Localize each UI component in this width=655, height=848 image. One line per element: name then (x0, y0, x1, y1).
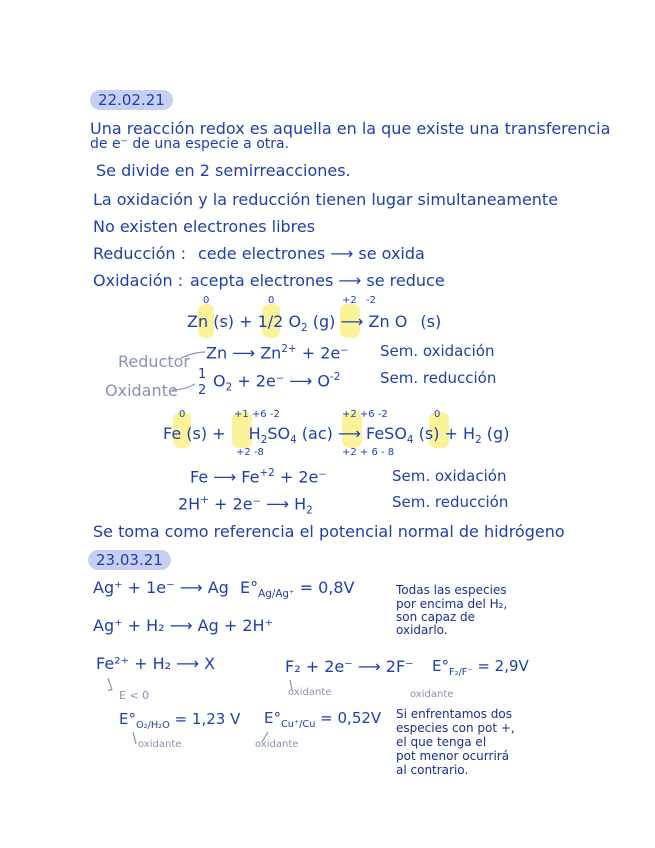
fe-ox-bottom-right: +2 + 6 - 8 (342, 447, 395, 458)
reduction-definition: cede electrones ⟶ se oxida (198, 244, 425, 263)
fe-oxidation-half: Fe ⟶ $Fe^{+2} + 2e^-$ (190, 467, 327, 487)
o2-potential: $E^\circ_{O_2/H_2O} = 1,23$ V (119, 710, 241, 731)
ag-note-line-1: Todas las especies (396, 583, 507, 597)
definition-line-1: Una reacción redox es aquella en la que existe una transferencia (90, 119, 611, 138)
o2-oxidante-note: oxidante (138, 739, 182, 750)
ag-h2-equation: Ag⁺ + H₂ ⟶ Ag + 2H⁺ (93, 616, 274, 635)
fe-ox-bottom-left: +2 -8 (236, 447, 264, 458)
bottom-note-line-1: Si enfrentamos dos (396, 707, 513, 721)
half-fraction-den: 2 (198, 383, 207, 398)
date-badge-2: 23.03.21 (88, 550, 171, 570)
zn-reduction-half-name: Sem. reducción (380, 369, 497, 387)
ox-number-zno-zn: +2 (342, 295, 357, 306)
ox-number-o2: 0 (268, 295, 275, 306)
oxidation-label: Oxidación : (93, 271, 184, 290)
ag-note-line-2: por encima del H₂, (396, 597, 508, 611)
zn-oxidation-half: Zn ⟶ $Zn^{2+} + 2e^-$ (206, 343, 349, 363)
date-badge: 22.02.21 (90, 90, 173, 110)
half-fraction-num: 1 (198, 367, 207, 382)
oxidante-arrow (172, 384, 195, 390)
reference-line: Se toma como referencia el potencial normal de hidrógeno (93, 522, 565, 541)
divide-line: Se divide en 2 semirreacciones. (96, 161, 351, 180)
fe-oxidation-half-name: Sem. oxidación (392, 467, 507, 485)
cu-potential: $E^\circ_{Cu^+/Cu} = 0,52V$ (264, 709, 382, 730)
ox-number-h2g: 0 (434, 409, 441, 420)
bottom-note-line-2: especies con pot +, (396, 721, 515, 735)
bottom-note-line-4: pot menor ocurrirá (396, 749, 510, 763)
ox-number-zno-o: -2 (366, 295, 376, 306)
ag-potential: $E^\circ_{Ag/Ag^+} = 0,8V$ (240, 578, 355, 601)
zn-oxidation-half-name: Sem. oxidación (380, 342, 495, 360)
ox-number-h2so4: +1 +6 -2 (234, 409, 280, 420)
f2-potential: $E^\circ_{F_2/F^-} = 2,9V$ (432, 657, 529, 678)
zn-reduction-half: $O_2 + 2e^-$ ⟶ $O^{-2}$ (213, 371, 341, 394)
f2-oxidante-note: oxidante (288, 687, 332, 698)
fe-h2-equation: Fe²⁺ + H₂ ⟶ X (96, 654, 216, 673)
ox-number-zn: 0 (203, 295, 210, 306)
reductor-annotation: Reductor (118, 352, 190, 371)
e-less-than-zero: E < 0 (119, 689, 150, 702)
zn-main-equation: Zn (s) + 1/2 $O_2$ (g) ⟶ Zn O (s) (187, 312, 442, 335)
ox-number-feso4: +2 +6 -2 (342, 409, 388, 420)
f2-arrow (290, 680, 292, 690)
simultaneous-line: La oxidación y la reducción tienen lugar simultaneamente (93, 190, 559, 209)
o2-arrow (133, 732, 136, 744)
fe-reduction-half-name: Sem. reducción (392, 493, 509, 511)
reductor-arrow (181, 352, 205, 358)
ag-note-line-4: oxidarlo. (396, 623, 448, 637)
f2-potential-oxidante-note: oxidante (410, 689, 454, 700)
ox-number-fe: 0 (179, 409, 186, 420)
fe-down-arrow (108, 678, 112, 690)
oxidation-definition: acepta electrones ⟶ se reduce (190, 271, 445, 290)
oxidante-annotation: Oxidante (105, 381, 178, 400)
bottom-note-line-3: el que tenga el (396, 735, 487, 749)
free-electrons-line: No existen electrones libres (93, 217, 316, 236)
fe-main-equation: Fe $(s) + H_2SO_4$ (ac) ⟶ FeSO$_4$ $(s) + H_2$ (g) (163, 424, 510, 447)
definition-line-2: de e⁻ de una especie a otra. (90, 136, 290, 152)
ag-note-line-3: son capaz de (396, 610, 476, 624)
bottom-note-line-5: al contrario. (396, 763, 469, 777)
reduction-label: Reducción : (93, 244, 186, 263)
ag-half-equation: Ag⁺ + 1e⁻ ⟶ Ag (93, 578, 229, 597)
cu-oxidante-note: oxidante (255, 739, 299, 750)
fe-reduction-half: 2H+ + 2e⁻ ⟶ $H_2$ (178, 494, 313, 517)
f2-equation: F₂ + 2e⁻ ⟶ 2F⁻ (285, 657, 414, 676)
cu-arrow (262, 732, 268, 742)
